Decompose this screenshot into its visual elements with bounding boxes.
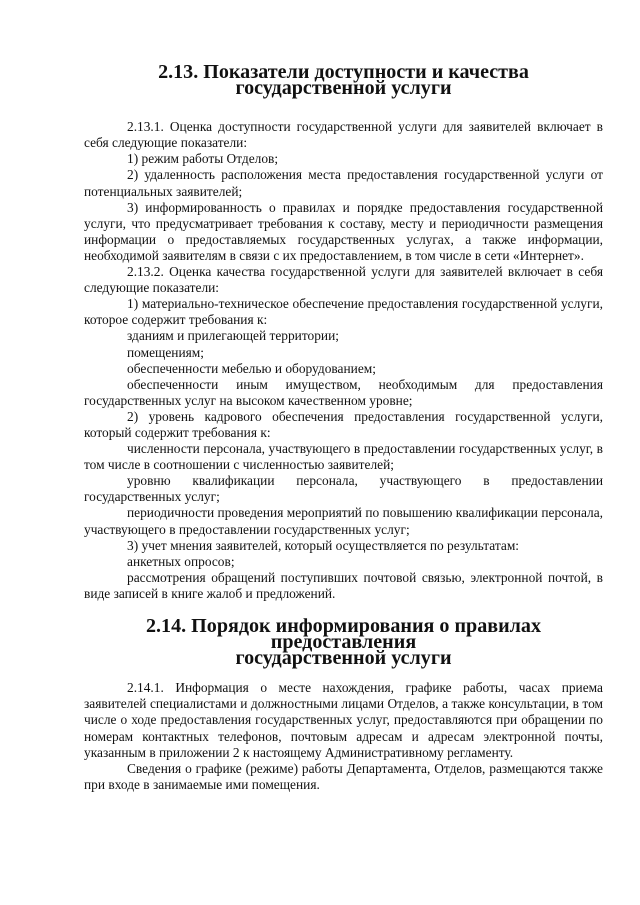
- sub-item-premises: помещениям;: [127, 344, 204, 360]
- sub-item-complaints: рассмотрения обращений поступивших почтовой связью, электронной почтой, в виде записей в книге жалоб и предложений.: [84, 569, 603, 601]
- list-item-remoteness: 2) удаленность расположения места предоставления государственной услуги от потенциальных заявителей;: [84, 167, 603, 199]
- sub-item-surveys: анкетных опросов;: [127, 553, 235, 569]
- section-title-2-14: [84, 615, 603, 670]
- section-title-line-1: 2.14. Порядок информирования о правилах предоставления: [145, 615, 541, 654]
- sub-item-other-property: обеспеченности иным имуществом, необходимым для предоставления государственных услуг на высоком качественном уровне;: [84, 376, 603, 408]
- list-item-awareness: 3) информированность о правилах и порядке предоставления государственной услуги, что предусматривает требования к составу, месту и периодичности размещения информации о предоставляемых государственных услугах, а также информации, необходимой заявителям в связи с их предоставлением, в том числе в сети «Интернет».: [84, 199, 603, 263]
- sub-item-staff-count: численности персонала, участвующего в предоставлении государственных услуг, в том числе в соотношении с численностью заявителей;: [84, 441, 603, 473]
- spacer: [84, 96, 603, 119]
- paragraph-2-14-1: 2.14.1. Информация о месте нахождения, графике работы, часах приема заявителей специалистами и должностными лицами Отделов, а также консультации, в том числе о ходе предоставления государственных услуг, предоставляются при обращении по номерам контактных телефонов, почтовым адресам и адресам электронной почты, указанным в приложении 2 к настоящему Административному регламенту.: [84, 680, 603, 760]
- paragraph-schedule-info: Сведения о графике (режиме) работы Департамента, Отделов, размещаются также при входе в занимаемые ими помещения.: [84, 760, 603, 792]
- paragraph-2-13-2: 2.13.2. Оценка качества государственной услуги для заявителей включает в себя следующие показатели:: [84, 264, 603, 296]
- section-title-2-13: 2.13. Показатели доступности и качества государственной услуги: [158, 61, 529, 100]
- list-item-material-support: 1) материально-техническое обеспечение предоставления государственной услуги, которое содержит требования к:: [84, 296, 603, 328]
- paragraph-2-13-1: 2.13.1. Оценка доступности государственной услуги для заявителей включает в себя следующие показатели:: [84, 119, 603, 151]
- sub-item-furniture: обеспеченности мебелью и оборудованием;: [127, 360, 376, 376]
- list-item-staffing: 2) уровень кадрового обеспечения предоставления государственной услуги, который содержит требования к:: [84, 408, 603, 440]
- list-item-applicant-opinion: 3) учет мнения заявителей, который осуществляется по результатам:: [127, 537, 520, 553]
- sub-item-qualification: уровню квалификации персонала, участвующего в предоставлении государственных услуг;: [84, 473, 603, 505]
- sub-item-training: периодичности проведения мероприятий по повышению квалификации персонала, участвующего в предоставлении государственных услуг;: [84, 505, 603, 537]
- sub-item-buildings: зданиям и прилегающей территории;: [127, 328, 339, 344]
- section-title-line-2: государственной услуги: [235, 647, 452, 670]
- list-item-work-schedule: 1) режим работы Отделов;: [127, 151, 279, 167]
- document-page: [84, 61, 603, 793]
